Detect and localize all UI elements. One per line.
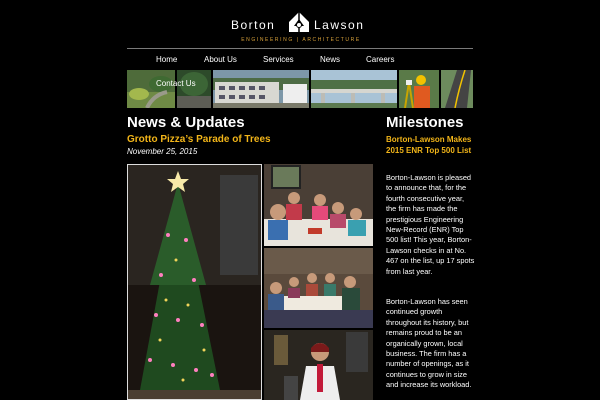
strip-photo-road xyxy=(441,70,473,108)
nav-home[interactable]: Home xyxy=(156,55,178,64)
article-date: November 25, 2015 xyxy=(127,147,198,156)
family-table-photo xyxy=(264,164,373,246)
milestone-paragraph-1: Borton-Lawson is pleased to announce that, for the fourth consecutive year, the firm has made the prestigious Engineering New-Record (ENR) Top 500 list! This year, Borton-Lawson checks in at No. 467 on the list, up 17 spots from last year. xyxy=(386,173,475,276)
article-title-link[interactable]: Grotto Pizza’s Parade of Trees xyxy=(127,134,271,145)
strip-photo-bridge xyxy=(311,70,397,108)
strip-photo-trees xyxy=(177,70,211,108)
entertainer-photo xyxy=(264,330,373,400)
christmas-tree-photo xyxy=(127,164,262,400)
strip-photo-garden xyxy=(127,70,175,108)
logo[interactable] xyxy=(231,8,371,46)
nav-services[interactable]: Services xyxy=(263,55,294,64)
logo-text-right: Lawson xyxy=(314,18,365,32)
milestones-heading: Milestones xyxy=(386,114,464,131)
news-heading: News & Updates xyxy=(127,114,245,131)
strip-photo-building xyxy=(213,70,309,108)
strip-photo-surveyor xyxy=(399,70,439,108)
milestone-title-link[interactable]: Borton-Lawson Makes 2015 ENR Top 500 List xyxy=(386,135,472,155)
group-dinner-photo xyxy=(264,248,373,328)
main-nav xyxy=(127,52,473,68)
nav-news[interactable]: News xyxy=(320,55,341,64)
logo-house-icon xyxy=(286,8,312,34)
nav-contact-us[interactable]: Contact Us xyxy=(156,79,196,88)
milestone-paragraph-2: Borton-Lawson has seen continued growth throughout its history, but remains proud to be an organically grown, local business. The firm has a number of openings, as it continues to grow in size and increase its workload. xyxy=(386,297,472,390)
nav-about-us[interactable]: About Us xyxy=(204,55,237,64)
logo-tagline: ENGINEERING | ARCHITECTURE xyxy=(241,37,361,43)
logo-text-left: Borton xyxy=(231,18,276,32)
nav-careers[interactable]: Careers xyxy=(366,55,395,64)
header-divider xyxy=(127,48,473,49)
